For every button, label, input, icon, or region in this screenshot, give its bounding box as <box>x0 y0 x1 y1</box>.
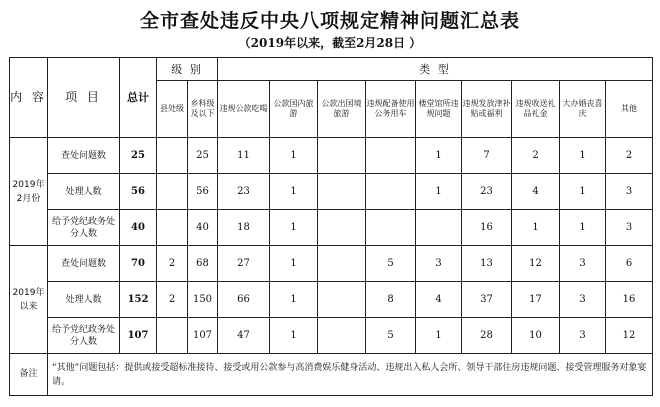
table-row <box>10 210 653 246</box>
note-label: 备注 <box>10 354 48 396</box>
row-total: 40 <box>120 210 157 246</box>
cell-type-buildings: 1 <box>416 138 462 174</box>
cell-type-weddings-funerals: 1 <box>560 138 606 174</box>
cell-type-allowances: 37 <box>462 282 512 318</box>
row-item: 给予党纪政务处分人数 <box>48 210 120 246</box>
header-type-gifts: 违规收送礼品礼金 <box>512 81 560 138</box>
row-item: 给予党纪政务处分人数 <box>48 318 120 354</box>
header-content: 内 容 <box>10 58 48 138</box>
cell-type-weddings-funerals: 3 <box>560 246 606 282</box>
cell-level-township: 107 <box>188 318 218 354</box>
row-total: 56 <box>120 174 157 210</box>
cell-level-county <box>157 318 188 354</box>
cell-type-overseas-travel <box>318 246 366 282</box>
header-type-overseas-travel: 公款出国境旅游 <box>318 81 366 138</box>
cell-type-domestic-travel: 1 <box>270 282 318 318</box>
cell-type-official-car <box>366 174 416 210</box>
cell-type-weddings-funerals: 1 <box>560 210 606 246</box>
header-row-1 <box>10 58 653 81</box>
cell-type-overseas-travel <box>318 138 366 174</box>
cell-level-township: 56 <box>188 174 218 210</box>
cell-level-county: 2 <box>157 282 188 318</box>
cell-type-other: 6 <box>606 246 653 282</box>
cell-type-official-car: 8 <box>366 282 416 318</box>
table-row <box>10 174 653 210</box>
cell-type-buildings: 1 <box>416 318 462 354</box>
cell-type-allowances: 16 <box>462 210 512 246</box>
cell-type-buildings: 1 <box>416 174 462 210</box>
cell-type-buildings <box>416 210 462 246</box>
cell-type-weddings-funerals: 3 <box>560 282 606 318</box>
cell-type-domestic-travel: 1 <box>270 318 318 354</box>
row-total: 107 <box>120 318 157 354</box>
note-text: “其他”问题包括：提供或接受超标准接待、接受或用公款参与高消费娱乐健身活动、违规出入私人会所、领导干部住房违规问题、接受管理服务对象宴请。 <box>48 354 653 396</box>
period-label: 2019年2月份 <box>10 138 48 246</box>
row-total: 25 <box>120 138 157 174</box>
note-row <box>10 354 653 396</box>
page-title: 全市查处违反中央八项规定精神问题汇总表 <box>139 10 520 32</box>
cell-type-other: 16 <box>606 282 653 318</box>
cell-type-weddings-funerals: 1 <box>560 174 606 210</box>
cell-type-official-car <box>366 138 416 174</box>
header-type-official-car: 违规配备使用公务用车 <box>366 81 416 138</box>
header-type-weddings-funerals: 大办婚丧喜庆 <box>560 81 606 138</box>
cell-type-banquet: 66 <box>218 282 270 318</box>
cell-type-official-car <box>366 210 416 246</box>
cell-type-domestic-travel: 1 <box>270 138 318 174</box>
cell-type-domestic-travel: 1 <box>270 246 318 282</box>
row-item: 处理人数 <box>48 282 120 318</box>
cell-type-gifts: 12 <box>512 246 560 282</box>
table-row <box>10 282 653 318</box>
cell-type-banquet: 27 <box>218 246 270 282</box>
cell-level-county <box>157 138 188 174</box>
cell-type-overseas-travel <box>318 318 366 354</box>
cell-type-other: 3 <box>606 174 653 210</box>
header-level: 级 别 <box>157 58 218 81</box>
table-row <box>10 318 653 354</box>
cell-type-official-car: 5 <box>366 318 416 354</box>
cell-type-gifts: 1 <box>512 210 560 246</box>
cell-level-township: 25 <box>188 138 218 174</box>
cell-type-domestic-travel: 1 <box>270 210 318 246</box>
cell-level-township: 68 <box>188 246 218 282</box>
cell-type-domestic-travel: 1 <box>270 174 318 210</box>
cell-level-county <box>157 174 188 210</box>
cell-type-allowances: 23 <box>462 174 512 210</box>
header-level-township: 乡科级及以下 <box>188 81 218 138</box>
header-total: 总计 <box>120 58 157 138</box>
cell-type-official-car: 5 <box>366 246 416 282</box>
cell-type-allowances: 13 <box>462 246 512 282</box>
cell-level-township: 150 <box>188 282 218 318</box>
header-type-domestic-travel: 公款国内旅游 <box>270 81 318 138</box>
cell-type-banquet: 23 <box>218 174 270 210</box>
page-subtitle: （2019年以来，截至2月28日 ） <box>238 36 422 50</box>
summary-table <box>9 57 653 396</box>
header-level-county: 县处级 <box>157 81 188 138</box>
header-type-buildings: 楼堂馆所违规问题 <box>416 81 462 138</box>
period-label: 2019年以来 <box>10 246 48 354</box>
cell-type-banquet: 18 <box>218 210 270 246</box>
cell-type-other: 12 <box>606 318 653 354</box>
cell-type-gifts: 4 <box>512 174 560 210</box>
cell-type-other: 3 <box>606 210 653 246</box>
cell-type-other: 2 <box>606 138 653 174</box>
cell-type-overseas-travel <box>318 174 366 210</box>
cell-type-weddings-funerals: 3 <box>560 318 606 354</box>
row-total: 152 <box>120 282 157 318</box>
header-type-banquet: 违规公款吃喝 <box>218 81 270 138</box>
table-row <box>10 246 653 282</box>
row-item: 查处问题数 <box>48 138 120 174</box>
cell-type-overseas-travel <box>318 210 366 246</box>
cell-level-county: 2 <box>157 246 188 282</box>
header-type-allowances: 违规发放津补贴或福利 <box>462 81 512 138</box>
cell-type-banquet: 11 <box>218 138 270 174</box>
cell-type-allowances: 7 <box>462 138 512 174</box>
header-type: 类 型 <box>218 58 653 81</box>
row-total: 70 <box>120 246 157 282</box>
table-row <box>10 138 653 174</box>
cell-level-township: 40 <box>188 210 218 246</box>
cell-type-banquet: 47 <box>218 318 270 354</box>
cell-type-buildings: 3 <box>416 246 462 282</box>
cell-type-gifts: 2 <box>512 138 560 174</box>
cell-type-allowances: 28 <box>462 318 512 354</box>
header-item: 项 目 <box>48 58 120 138</box>
cell-type-gifts: 17 <box>512 282 560 318</box>
row-item: 处理人数 <box>48 174 120 210</box>
cell-type-buildings: 4 <box>416 282 462 318</box>
row-item: 查处问题数 <box>48 246 120 282</box>
header-type-other: 其他 <box>606 81 653 138</box>
cell-type-gifts: 10 <box>512 318 560 354</box>
cell-type-overseas-travel <box>318 282 366 318</box>
cell-level-county <box>157 210 188 246</box>
